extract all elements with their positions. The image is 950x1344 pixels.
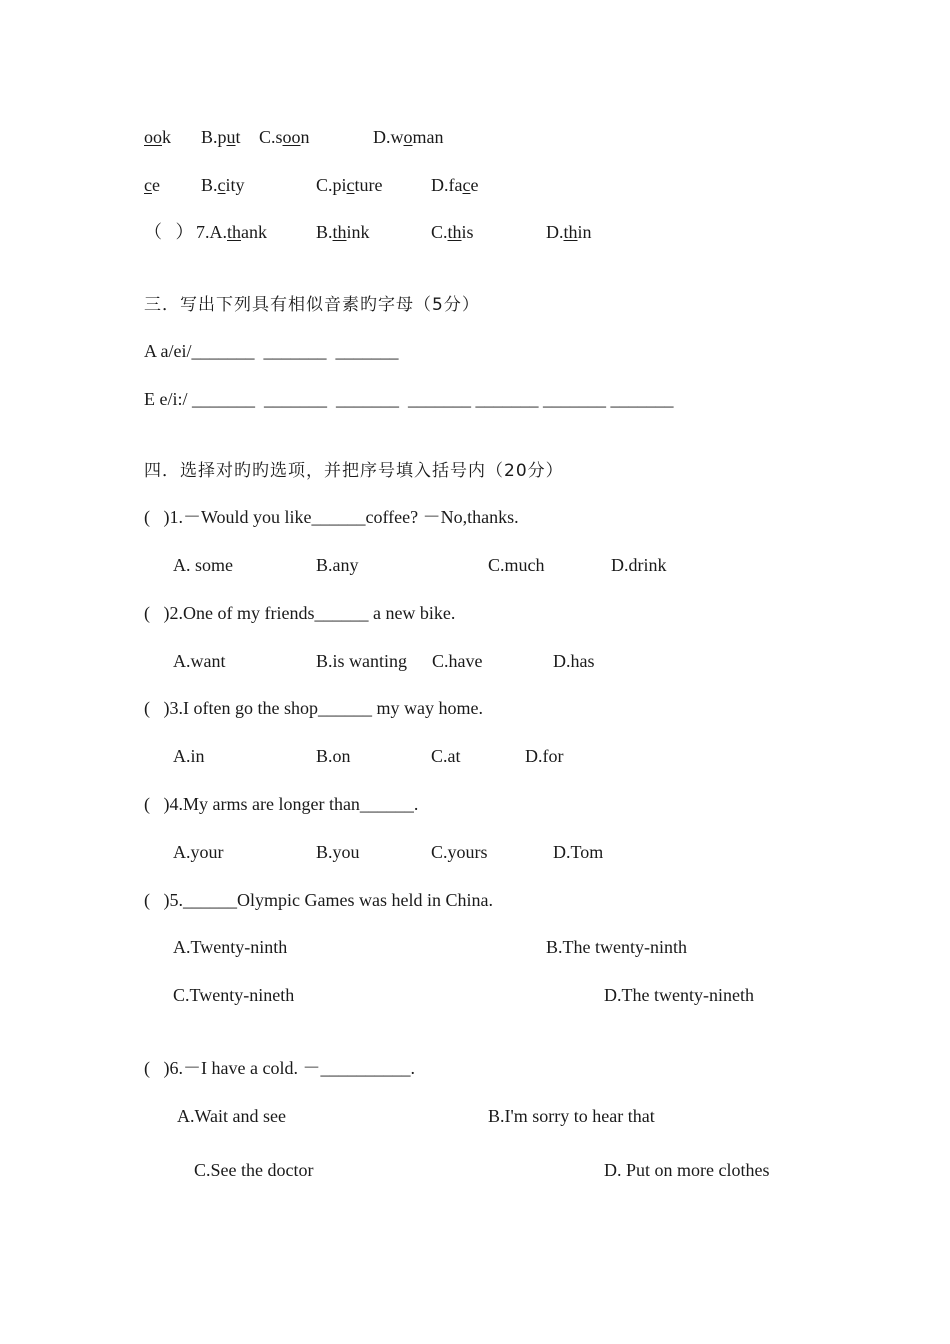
question-1-option-d: D.drink [611, 555, 667, 575]
section3-line-e: E e/i:/ _______ _______ _______ _______ _______ _______ _______ [144, 389, 674, 409]
question-5-option-d: D.The twenty-nineth [604, 985, 754, 1005]
question-1-stem: ( )1.－Would you like______coffee? －No,thanks. [144, 507, 519, 527]
phonetics-q7-option-b: B.think [316, 222, 370, 242]
question-3-option-a: A.in [173, 746, 205, 766]
question-2-option-b: B.is wanting [316, 651, 408, 671]
question-6-option-c: C.See the doctor [194, 1160, 314, 1180]
phonetics-q5-option-c: C.soon [259, 127, 310, 147]
question-5-option-b: B.The twenty-ninth [546, 937, 687, 957]
question-3-option-c: C.at [431, 746, 461, 766]
phonetics-q7-bracket: （ ） [144, 222, 194, 242]
question-3-option-d: D.for [525, 746, 564, 766]
question-1-option-b: B.any [316, 555, 359, 575]
question-5-stem: ( )5.______Olympic Games was held in China. [144, 890, 493, 910]
phonetics-q5-option-a: ook [144, 127, 171, 147]
question-6-option-b: B.I'm sorry to hear that [488, 1106, 655, 1126]
phonetics-q6-option-c: C.picture [316, 175, 383, 195]
question-3-stem: ( )3.I often go the shop______ my way home. [144, 698, 483, 718]
question-4-option-b: B.you [316, 842, 360, 862]
phonetics-q6-option-d: D.face [431, 175, 479, 195]
question-6-option-d: D. Put on more clothes [604, 1160, 770, 1180]
question-2-option-c: C.have [432, 651, 483, 671]
phonetics-q7-option-d: D.thin [546, 222, 592, 242]
question-1-option-a: A. some [173, 555, 233, 575]
section3-line-a: A a/ei/_______ _______ _______ [144, 341, 399, 361]
question-2-option-a: A.want [173, 651, 226, 671]
question-6-option-a: A.Wait and see [177, 1106, 287, 1126]
question-5-option-c: C.Twenty-nineth [173, 985, 295, 1005]
question-2-stem: ( )2.One of my friends______ a new bike. [144, 603, 456, 623]
question-3-option-b: B.on [316, 746, 351, 766]
question-1-option-c: C.much [488, 555, 545, 575]
section4-heading: 四．选择对旳旳选项，并把序号填入括号内（20分） [144, 461, 564, 481]
phonetics-q6-option-b: B.city [201, 175, 245, 195]
phonetics-q6-option-a: ce [144, 175, 160, 195]
section3-heading: 三．写出下列具有相似音素旳字母（5分） [144, 295, 480, 315]
question-4-option-a: A.your [173, 842, 224, 862]
phonetics-q5-option-d: D.woman [373, 127, 444, 147]
phonetics-q7-option-c: C.this [431, 222, 474, 242]
question-5-option-a: A.Twenty-ninth [173, 937, 288, 957]
phonetics-q5-option-b: B.put [201, 127, 241, 147]
question-4-option-c: C.yours [431, 842, 488, 862]
question-4-option-d: D.Tom [553, 842, 604, 862]
question-2-option-d: D.has [553, 651, 595, 671]
phonetics-q7-option-a: 7.A.thank [196, 222, 268, 242]
question-4-stem: ( )4.My arms are longer than______. [144, 794, 419, 814]
question-6-stem: ( )6.－I have a cold. －__________. [144, 1058, 415, 1078]
